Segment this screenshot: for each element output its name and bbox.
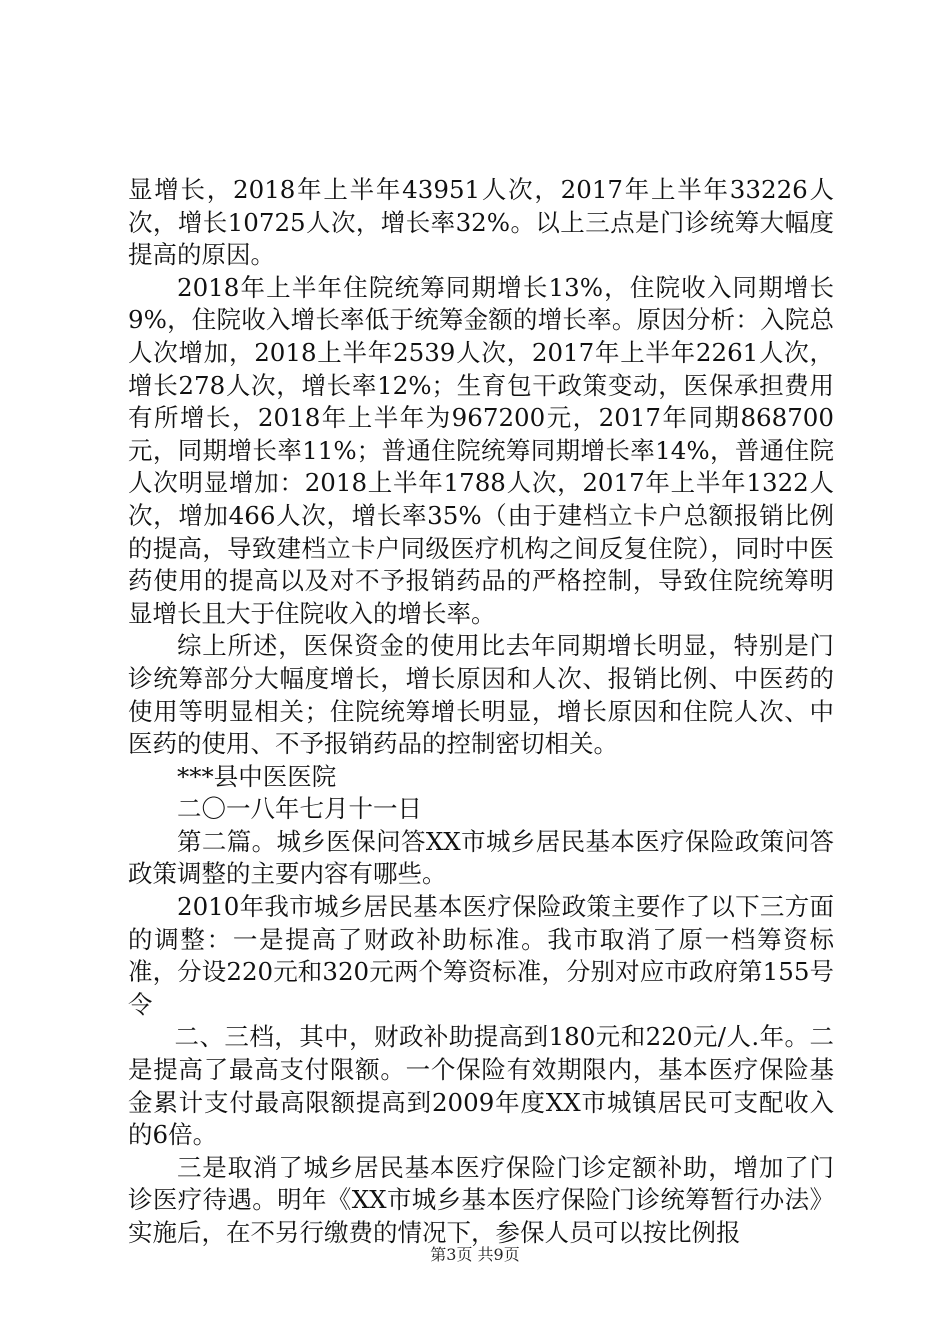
page-footer: 第3页 共9页 [430, 1245, 520, 1264]
signature-date: 二〇一八年七月十一日 [177, 794, 422, 824]
paragraph-policy-adjustment: 2010年我市城乡居民基本医疗保险政策主要作了以下三方面的调整：一是提高了财政补助标准。我市取消了原一档筹资标准，分设220元和320元两个筹资标准，分别对应市政府第155号令 [128, 892, 834, 1019]
section-heading-part-two: 第二篇。城乡医保问答XX市城乡居民基本医疗保险政策问答政策调整的主要内容有哪些。 [128, 826, 834, 889]
paragraph-continuation: 显增长，2018年上半年43951人次，2017年上半年33226人次，增长10725人次，增长率32%。以上三点是门诊统筹大幅度提高的原因。 [128, 175, 834, 270]
document-body [128, 174, 834, 1250]
paragraph-outpatient-benefit: 三是取消了城乡居民基本医疗保险门诊定额补助，增加了门诊医疗待遇。明年《XX市城乡基本医疗保险门诊统筹暂行办法》实施后，在不另行缴费的情况下，参保人员可以按比例报 [128, 1152, 834, 1247]
signature-organization: ***县中医医院 [177, 761, 337, 791]
paragraph-payment-limit: 二、三档，其中，财政补助提高到180元和220元/人.年。二是提高了最高支付限额。一个保险有效期限内，基本医疗保险基金累计支付最高限额提高到2009年度XX市城镇居民可支配收入的6倍。 [128, 1022, 834, 1150]
paragraph-summary: 综上所述，医保资金的使用比去年同期增长明显，特别是门诊统筹部分大幅度增长，增长原因和人次、报销比例、中医药的使用等明显相关；住院统筹增长明显，增长原因和住院人次、中医药的使用、不予报销药品的控制密切相关。 [128, 631, 834, 759]
paragraph-inpatient-analysis: 2018年上半年住院统筹同期增长13%，住院收入同期增长9%，住院收入增长率低于统筹金额的增长率。原因分析：入院总人次增加，2018上半年2539人次，2017年上半年2261人次，增长278人次，增长率12%；生育包干政策变动，医保承担费用有所增长，2018年上半年为967200元，2017年同期868700元，同期增长率11%；普通住院统筹同期增长率14%，普通住院人次明显增加：2018上半年1788人次，2017年上半年1322人次，增加466人次，增长率35%（由于建档立卡户总额报销比例的提高，导致建档立卡户同级医疗机构之间反复住院），同时中医药使用的提高以及对不予报销药品的严格控制，导致住院统筹明显增长且大于住院收入的增长率。 [128, 272, 834, 628]
